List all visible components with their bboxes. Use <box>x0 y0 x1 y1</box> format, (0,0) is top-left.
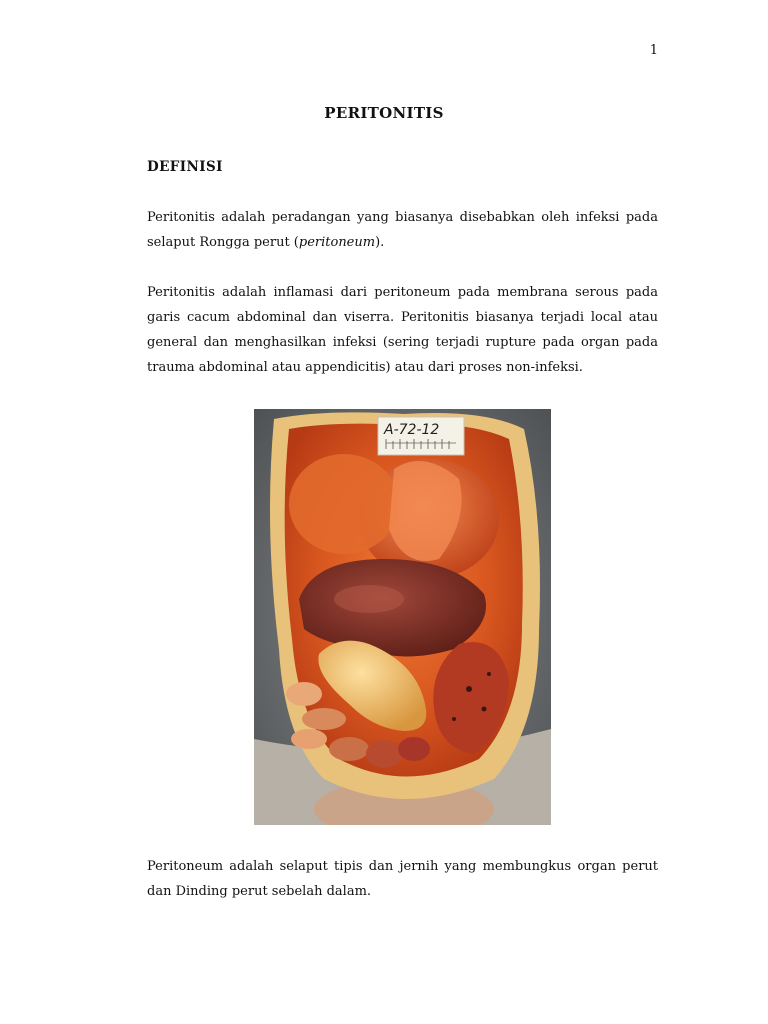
definition-paragraph-1 <box>147 205 658 255</box>
specimen-label: A-72-12 <box>384 422 440 438</box>
definition-paragraph-2: Peritonitis adalah inflamasi dari peritoneum pada membrana serous pada garis cacum abdominal dan viserra. Peritonitis biasanya terjadi local atau general dan menghasilkan infeksi (sering terjadi rupture pada organ pada trauma abdominal atau appendicitis) atau dari proses non-infeksi. <box>147 285 658 375</box>
peritoneum-paragraph: Peritoneum adalah selaput tipis dan jernih yang membungkus organ perut dan Dinding perut sebelah dalam. <box>147 859 658 899</box>
autopsy-photo <box>254 409 551 825</box>
paragraph-1-emphasis: peritoneum <box>298 235 376 250</box>
autopsy-photo-illustration <box>254 409 551 825</box>
paragraph-1-text: Peritonitis adalah peradangan yang biasanya disebabkan oleh infeksi pada selaput Rongga perut ( <box>147 210 658 250</box>
paragraph-1-closing: ). <box>375 235 385 250</box>
section-heading: DEFINISI <box>147 159 223 175</box>
document-title: PERITONITIS <box>324 104 444 122</box>
page-number: 1 <box>649 43 658 58</box>
